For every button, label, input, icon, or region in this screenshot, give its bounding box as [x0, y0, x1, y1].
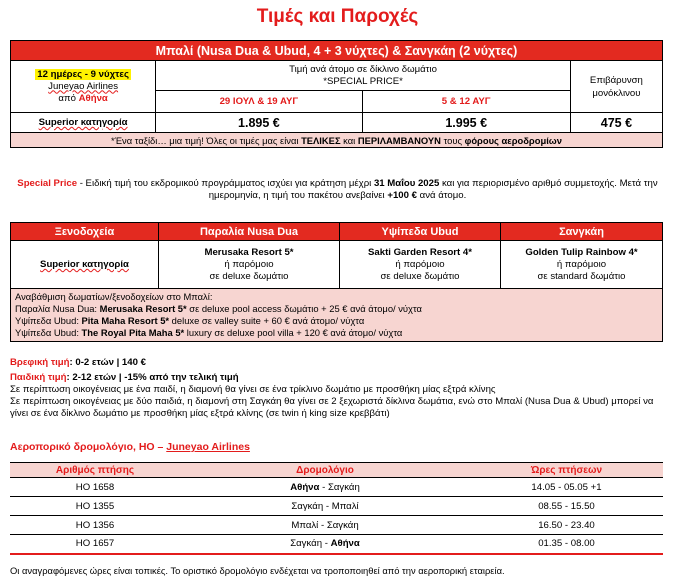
pricing-note: *Ένα ταξίδι… μια τιμή! Όλες οι τιμές μας είναι ΤΕΛΙΚΕΣ και ΠΕΡΙΛΑΜΒΑΝΟΥΝ τους φόρους αεροδρομίων [11, 133, 663, 148]
flight-route: Σαγκάη - Αθήνα [180, 535, 470, 554]
price-1: 1.895 € [156, 113, 362, 133]
flight-number: HO 1356 [10, 516, 180, 535]
hotel-category-label: Superior κατηγορία [11, 241, 159, 289]
flight-route: Μπαλί - Σαγκάη [180, 516, 470, 535]
flight-times: 16.50 - 23.40 [470, 516, 663, 535]
nusa-dua-hotel: Merusaka Resort 5* ή παρόμοιο σε deluxe δωμάτιο [159, 241, 340, 289]
child-price: Παιδική τιμή: 2-12 ετών | -15% από την τελική τιμή [10, 372, 239, 383]
flights-table [10, 462, 663, 555]
flights-title: Αεροπορικό δρομολόγιο, HO – Juneyao Airlines [10, 441, 250, 453]
ubud-header: Υψίπεδα Ubud [340, 223, 501, 241]
from-label: από [58, 92, 76, 104]
flights-footnote: Οι αναγραφόμενες ώρες είναι τοπικές. Το οριστικό δρομολόγιο ενδέχεται να τροποποιηθεί από την αεροπορική εταιρεία. [10, 565, 505, 576]
flight-row [10, 535, 663, 554]
page-title: Τιμές και Παροχές [256, 6, 419, 27]
hotels-header-col: Ξενοδοχεία [11, 223, 159, 241]
price-single: 475 € [570, 113, 662, 133]
flight-number-header: Αριθμός πτήσης [10, 463, 180, 478]
route-header: Δρομολόγιο [180, 463, 470, 478]
shanghai-hotel: Golden Tulip Rainbow 4* ή παρόμοιο σε standard δωμάτιο [501, 241, 663, 289]
hotels-table [10, 222, 663, 342]
single-supplement-label: Επιβάρυνση μονόκλινου [570, 61, 662, 113]
date-col-2: 5 & 12 ΑΥΓ [362, 91, 570, 113]
special-price-paragraph: Special Price - Ειδική τιμή του εκδρομικού προγράμματος ισχύει για κράτηση μέχρι 31 Μαΐου 2025 και για περιορισμένο αριθμό συμμετοχής. Μετά την ημερομηνία, η τιμή του πακέτου ανεβαίνει +100 € ανά άτομο. [17, 178, 658, 201]
upgrade-title: Αναβάθμιση δωματίων/ξενοδοχείων στο Μπαλί: [15, 291, 213, 302]
pricing-header: Μπαλί (Nusa Dua & Ubud, 4 + 3 νύχτες) & Σανγκάη (2 νύχτες) [11, 41, 663, 61]
price-2: 1.995 € [362, 113, 570, 133]
family-note-2: Σε περίπτωση οικογένειας με δύο παιδιά, η διαμονή στη Σαγκάη θα γίνει σε 2 ξεχωριστά δίκλινα δωμάτια, ενώ στο Μπαλί (Nusa Dua & Ubud) μπορεί να γίνει σε ένα δίκλινο δωμάτιο με προσθήκη μίας εξτρά κλίνης (σε twin ή king size κρεββάτι) [10, 396, 654, 419]
date-col-1: 29 ΙΟΥΛ & 19 ΑΥΓ [156, 91, 362, 113]
ubud-hotel: Sakti Garden Resort 4* ή παρόμοιο σε deluxe δωμάτιο [340, 241, 501, 289]
flight-route: Σαγκάη - Μπαλί [180, 497, 470, 516]
flight-number: HO 1658 [10, 478, 180, 497]
flight-times: 08.55 - 15.50 [470, 497, 663, 516]
pricing-table [10, 40, 663, 148]
family-note-1: Σε περίπτωση οικογένειας με ένα παιδί, η διαμονή θα γίνει σε ένα τρίκλινο δωμάτιο με προσθήκη μίας εξτρά κλίνης [10, 384, 496, 395]
children-pricing [10, 357, 665, 420]
infant-price: Βρεφική τιμή: 0-2 ετών | 140 € [10, 357, 146, 368]
nusa-dua-header: Παραλία Nusa Dua [159, 223, 340, 241]
flight-times: 01.35 - 08.00 [470, 535, 663, 554]
flight-row [10, 478, 663, 497]
upgrade-box [11, 289, 663, 342]
from-city: Αθήνα [78, 92, 108, 104]
shanghai-header: Σανγκάη [501, 223, 663, 241]
times-header: Ώρες πτήσεων [470, 463, 663, 478]
flight-times: 14.05 - 05.05 +1 [470, 478, 663, 497]
flight-number: HO 1355 [10, 497, 180, 516]
trip-info-cell [11, 61, 156, 113]
special-price-tag: *SPECIAL PRICE* [323, 75, 403, 87]
upgrade-line-3: Υψίπεδα Ubud: The Royal Pita Maha 5* luxury σε deluxe pool villa + 120 € ανά άτομο/ νύχτα [15, 327, 403, 338]
upgrade-line-1: Παραλία Nusa Dua: Merusaka Resort 5* σε deluxe pool access δωμάτιο + 25 € ανά άτομο/ νύχτα [15, 303, 422, 314]
flight-row [10, 497, 663, 516]
special-price-label: Special Price [17, 178, 78, 189]
category-label: Superior κατηγορία [11, 113, 156, 133]
flight-number: HO 1657 [10, 535, 180, 554]
per-person-cell [156, 61, 571, 91]
duration-label: 12 ημέρες - 9 νύχτες [37, 68, 129, 80]
flight-route: Αθήνα - Σαγκάη [180, 478, 470, 497]
per-person-label: Τιμή ανά άτομο σε δίκλινο δωμάτιο [289, 63, 437, 75]
upgrade-line-2: Υψίπεδα Ubud: Pita Maha Resort 5* deluxe σε valley suite + 60 € ανά άτομο/ νύχτα [15, 315, 365, 326]
airline-label: Juneyao Airlines [48, 80, 119, 92]
flight-row [10, 516, 663, 535]
